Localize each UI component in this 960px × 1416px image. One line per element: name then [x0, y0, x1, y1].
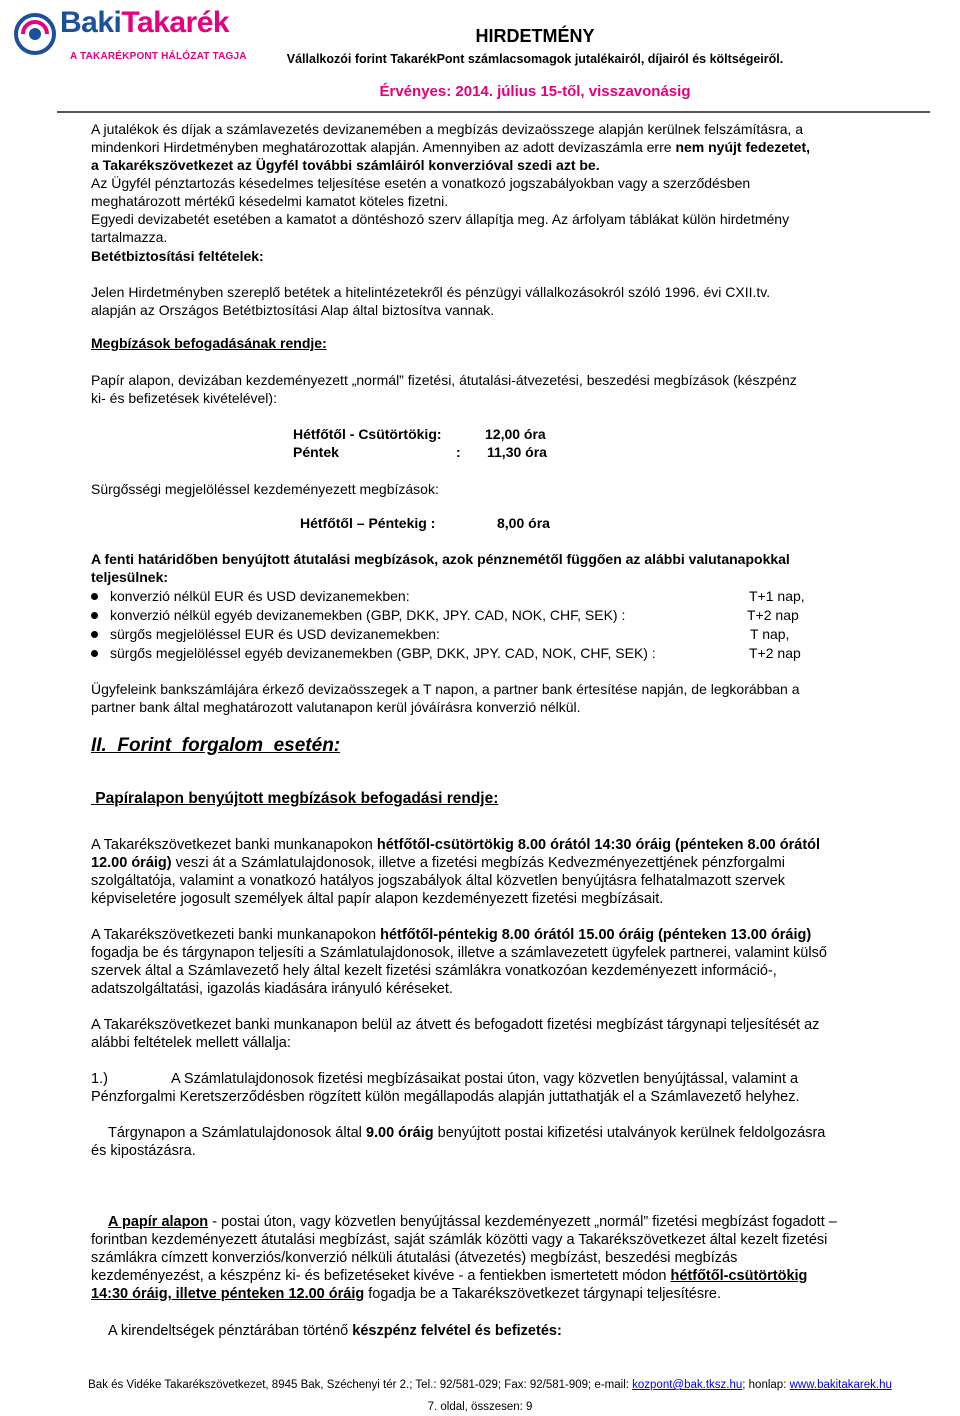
- page-number: 7. oldal, összesen: 9: [427, 1401, 533, 1413]
- schedule-friday-colon: :: [456, 444, 461, 460]
- list-item: konverzió nélkül EUR és USD devizanemekben: T+1 nap,: [91, 587, 811, 606]
- logo: [14, 6, 247, 62]
- urgent-schedule-time: 8,00 óra: [497, 515, 550, 531]
- forint-paragraph-3: A Takarékszövetkezet banki munkanapon belül az átvett és befogadott fizetési megbízást tárgynapi teljesítését az alábbi feltételek mellett vállalja:: [91, 1017, 820, 1051]
- email-link[interactable]: kozpont@bak.tksz.hu: [632, 1379, 743, 1391]
- value-date-list: [91, 587, 811, 663]
- list-item: sürgős megjelöléssel egyéb devizanemekben (GBP, DKK, JPY. CAD, NOK, CHF, SEK) : T+2 nap: [91, 644, 811, 663]
- urgent-schedule-label: Hétfőtől – Péntekig :: [300, 515, 436, 531]
- logo-tagline: A TAKARÉKPONT HÁLÓZAT TAGJA: [70, 51, 247, 62]
- forint-paragraph-5: Tárgynapon a Számlatulajdonosok által 9.00 óráig benyújtott postai kifizetési utalványok kerülnek feldolgozásra: [108, 1125, 826, 1141]
- bullet-icon: [91, 612, 98, 619]
- item-1-line-1: A Számlatulajdonosok fizetési megbízásaikat postai úton, vagy közvetlen benyújtással, valamint a: [171, 1071, 799, 1087]
- subsection-heading: Papíralapon benyújtott megbízások befogadási rendje:: [91, 790, 499, 807]
- schedule-mon-thu-time: 12,00 óra: [485, 426, 546, 442]
- orders-paragraph: Papír alapon, devizában kezdeményezett „normál” fizetési, átutalási-átvezetési, beszedési megbízások (készpénz ki- és befizetések kivételével):: [91, 372, 797, 406]
- paper-based-paragraph: forintban kezdeményezett átutalási megbízást, saját számlák közötti vagy a Takarékszövetkezet által kezelt fizetési számlákra címzett konverziós/konverzió nélküli átutalási (átvezetés) megbízást, beszedési megbízás kezdeményezést, a készpénz ki- és befizetéseket kivéve - a fentiekben ismertetett módon hétfőtől-csütörtökig 14:30 óráig, illetve pénteken 12.00 óráig fogadja be a Takarékszövetkezet tárgynapi teljesítésre.: [91, 1232, 828, 1302]
- header-divider: [57, 111, 930, 113]
- deposit-paragraph: Jelen Hirdetményben szereplő betétek a hitelintézetekről és pénzügyi vállalkozásokról szóló 1996. évi CXII.tv. alapján az Országos Betétbiztosítási Alap által biztosítva vannak.: [91, 284, 771, 318]
- forint-paragraph-2: A Takarékszövetkezeti banki munkanapokon hétfőtől-péntekig 8.00 órától 15.00 óráig (pénteken 13.00 óráig) fogadja be és tárgynapon teljesíti a Számlatulajdonosok, illetve a számlavezetett ügyfelek partnerei, valamint külső szervek által a Számlavezető hely által kezelt fizetési számlákra vonatkozóan kezdeményezett információ-, adatszolgáltatási, igazolás kiadására irányuló kéréseket.: [91, 927, 827, 997]
- deposit-heading: Betétbiztosítási feltételek:: [91, 248, 264, 264]
- cash-desk-line: A kirendeltségek pénztárában történő készpénz felvétel és befizetés:: [108, 1323, 562, 1339]
- page-subtitle: Vállalkozói forint TakarékPont számlacsomagok jutalékairól, díjairól és költségeiről.: [286, 52, 784, 66]
- intro-paragraph: A jutalékok és díjak a számlavezetés devizanemében a megbízás devizaösszege alapján kerülnek felszámításra, a mindenkori Hirdetményben meghatározottak alapján. Amennyiben az adott devizaszámla erre nem nyújt fedezetet, a Takarékszövetkezet az Ügyfél további számláiról konverzióval szedi azt be. Az Ügyfél pénztartozás késedelmes teljesítése esetén a vonatkozó jogszabályokban vagy a szerződésben meghatározott mértékű késedelmi kamatot köteles fizetni. Egyedi devizabetét esetében a kamatot a döntéshozó szerv állapítja meg. Az árfolyam táblákat külön hirdetmény tartalmazza.: [91, 121, 811, 245]
- forint-paragraph-5-line-2: és kipostázásra.: [91, 1143, 196, 1159]
- validity-date: Érvényes: 2014. július 15-től, visszavonásig: [379, 83, 691, 100]
- urgent-label: Sürgősségi megjelöléssel kezdeményezett megbízások:: [91, 481, 439, 497]
- orders-heading: Megbízások befogadásának rendje:: [91, 335, 327, 351]
- paper-based-line-1: A papír alapon - postai úton, vagy közvetlen benyújtással kezdeményezett „normál” fizetési megbízást fogadott –: [108, 1214, 837, 1230]
- bullet-icon: [91, 650, 98, 657]
- bullet-icon: [91, 631, 98, 638]
- item-number: 1.): [91, 1071, 108, 1087]
- item-1-line-2: Pénzforgalmi Keretszerződésben rögzített külön megállapodás alapján juttathatják el a Számlavezető helyhez.: [91, 1089, 800, 1105]
- schedule-friday-label: Péntek: [293, 444, 339, 460]
- logo-mark-icon: [14, 13, 56, 55]
- schedule-friday-time: 11,30 óra: [487, 444, 547, 460]
- page-title: HIRDETMÉNY: [475, 26, 595, 46]
- website-link[interactable]: www.bakitakarek.hu: [789, 1379, 892, 1391]
- section-heading: II. Forint forgalom esetén:: [91, 735, 341, 756]
- list-item: sürgős megjelöléssel EUR és USD devizanemekben: T nap,: [91, 625, 811, 644]
- incoming-paragraph: Ügyfeleink bankszámlájára érkező devizaösszegek a T napon, a partner bank értesítése napján, de legkorábban a partner bank által meghatározott valutanapon kerül jóváírásra konverzió nélkül.: [91, 681, 800, 715]
- logo-wordmark: BakiTakarék: [60, 6, 230, 39]
- schedule-mon-thu-label: Hétfőtől - Csütörtökig:: [293, 426, 442, 442]
- footer-contact: Bak és Vidéke Takarékszövetkezet, 8945 Bak, Széchenyi tér 2.; Tel.: 92/581-029; Fax: 92/581-909; e-mail: kozpont@bak.tksz.hu; honlap: www.bakitakarek.hu: [88, 1379, 892, 1391]
- forint-paragraph-1: A Takarékszövetkezet banki munkanapokon hétfőtől-csütörtökig 8.00 órától 14:30 óráig (pénteken 8.00 órától 12.00 óráig) veszi át a Számlatulajdonosok, illetve a fizetési megbízás Kedvezményezettjének pénzforgalmi szolgáltatója, valamint a vonatkozó hatályos jogszabályok által közvetlen benyújtásra felhatalmazott szervek képviseletére jogosult személyek által papír alapon kezdeményezett fizetési megbízásait.: [91, 837, 821, 907]
- list-item: konverzió nélkül egyéb devizanemekben (GBP, DKK, JPY. CAD, NOK, CHF, SEK) : T+2 nap: [91, 606, 811, 625]
- bullet-icon: [91, 593, 98, 600]
- value-date-intro: A fenti határidőben benyújtott átutalási megbízások, azok pénznemétől függően az alábbi valutanapokkal teljesülnek:: [91, 551, 790, 585]
